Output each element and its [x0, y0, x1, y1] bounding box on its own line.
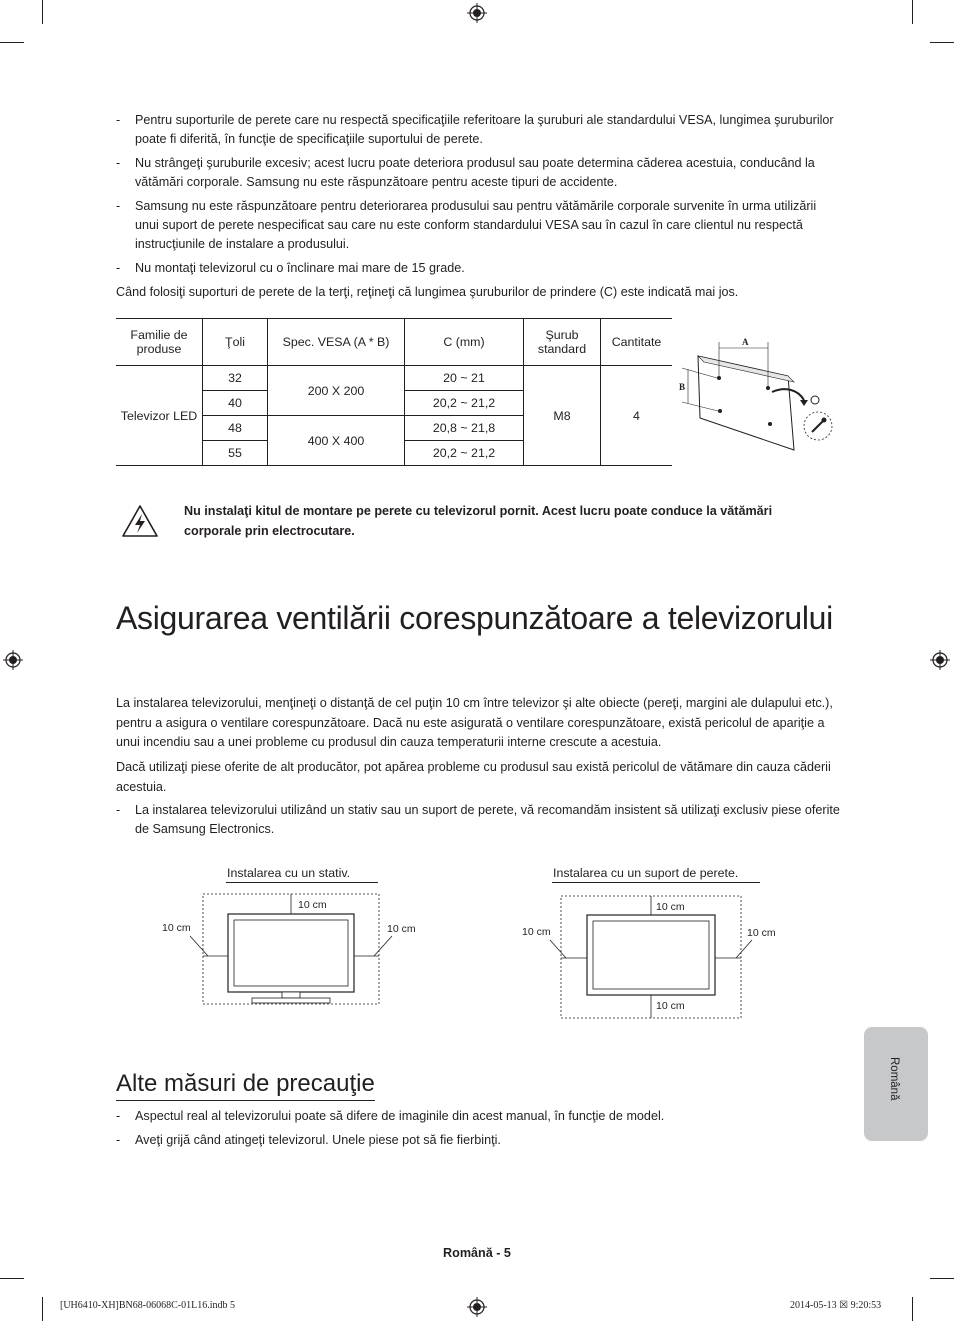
stand-figure-title: Instalarea cu un stativ. — [227, 866, 351, 880]
distance-label-top: 10 cm — [298, 899, 327, 911]
table-header: Ţoli — [203, 319, 268, 366]
vesa-mount-diagram — [676, 320, 836, 470]
crop-mark — [42, 1297, 43, 1321]
table-cell: 20 ~ 21 — [405, 366, 524, 391]
table-cell: 4 — [601, 366, 673, 466]
table-cell: 32 — [203, 366, 268, 391]
table-cell: 20,2 ~ 21,2 — [405, 441, 524, 466]
registration-mark-icon — [467, 1297, 487, 1317]
vesa-spec-table — [116, 318, 672, 466]
ventilation-paragraph: Dacă utilizaţi piese oferite de alt producător, pot apărea probleme cu produsul sau există pericolul de vătămare din cauza căderii acestuia. — [116, 760, 831, 794]
registration-mark-icon — [3, 650, 23, 670]
crop-mark — [930, 42, 954, 43]
wall-figure-title: Instalarea cu un suport de perete. — [553, 866, 739, 880]
table-cell: 400 X 400 — [268, 416, 405, 466]
distance-label-right: 10 cm — [747, 927, 776, 939]
language-tab-label: Română — [888, 1057, 900, 1101]
stand-ventilation-diagram — [160, 888, 420, 1010]
distance-label-bottom: 10 cm — [656, 1000, 685, 1012]
ventilation-paragraph: La instalarea televizorului, menţineţi o distanţă de cel puţin 10 cm între televizor şi alte obiecte (pereţi, margini ale dulapului etc.), pentru a asigura o ventilare corespunzătoare. Dacă nu este asigurată o ventilare corespunzătoare, există pericolul de apariţie a unui incendiu sau a unei probleme cu produsul din cauza temperaturii interne crescute a acestuia. — [116, 696, 833, 749]
crop-mark — [0, 42, 24, 43]
section-heading: Alte măsuri de precauţie — [116, 1069, 375, 1101]
language-tab — [864, 1027, 928, 1141]
table-cell: 20,2 ~ 21,2 — [405, 391, 524, 416]
table-cell: 55 — [203, 441, 268, 466]
distance-label-right: 10 cm — [387, 923, 416, 935]
list-item: - Aveţi grijă când atingeţi televizorul. Unele piese pot să fie fierbinţi. — [116, 1133, 501, 1147]
distance-label-left: 10 cm — [162, 922, 191, 934]
list-item: - Nu montaţi televizorul cu o înclinare mai mare de 15 grade. — [116, 261, 465, 275]
list-item: - Nu strângeţi şuruburile excesiv; acest lucru poate deteriora produsul sau poate determina căderea acestuia, conducând la vătămări corporale. Samsung nu este răspunzătoare pentru aceste tipuri de accidente. — [116, 156, 815, 189]
table-header: Familie de produse — [116, 319, 203, 366]
intro-note: Când folosiţi suporturi de perete de la terţi, reţineţi că lungimea şuruburilor de prindere (C) este indicată mai jos. — [116, 285, 739, 299]
crop-mark — [930, 1278, 954, 1279]
warning-text: Nu instalaţi kitul de montare pe perete cu televizorul pornit. Acest lucru poate conduce la vătămări corporale prin electrocutare. — [184, 504, 773, 538]
crop-mark — [42, 0, 43, 24]
registration-mark-icon — [930, 650, 950, 670]
table-cell: 40 — [203, 391, 268, 416]
dimension-label-a: A — [742, 337, 749, 347]
electric-shock-warning-icon — [121, 504, 159, 538]
table-header: Şurub standard — [524, 319, 601, 366]
crop-mark — [912, 1297, 913, 1321]
list-item: - Aspectul real al televizorului poate să difere de imaginile din acest manual, în funcţie de model. — [116, 1109, 665, 1123]
crop-mark — [0, 1278, 24, 1279]
table-row — [116, 366, 672, 391]
dimension-label-b: B — [679, 382, 686, 392]
print-slug-file: [UH6410-XH]BN68-06068C-01L16.indb 5 — [60, 1300, 235, 1311]
list-item: - Pentru suporturile de perete care nu respectă specificaţiile referitoare la şuruburi ale standardului VESA, lungimea şuruburilor poate fi diferită, în funcţie de specificaţiile suportului de perete. — [116, 113, 834, 146]
print-slug-date: 2014-05-13 ☒ 9:20:53 — [790, 1300, 882, 1311]
distance-label-top: 10 cm — [656, 901, 685, 913]
divider — [226, 882, 378, 883]
crop-mark — [912, 0, 913, 24]
table-header: Spec. VESA (A * B) — [268, 319, 405, 366]
list-item: - La instalarea televizorului utilizând un stativ sau un suport de perete, vă recomandăm insistent să utilizaţi exclusiv piese oferite de Samsung Electronics. — [116, 803, 840, 836]
divider — [552, 882, 760, 883]
table-header: Cantitate — [601, 319, 673, 366]
registration-mark-icon — [467, 3, 487, 23]
table-cell: 200 X 200 — [268, 366, 405, 416]
table-cell: Televizor LED — [116, 366, 203, 466]
wall-ventilation-diagram — [520, 892, 790, 1022]
table-cell: 48 — [203, 416, 268, 441]
distance-label-left: 10 cm — [522, 926, 551, 938]
table-cell: 20,8 ~ 21,8 — [405, 416, 524, 441]
page-number: Română - 5 — [443, 1246, 511, 1260]
page-title: Asigurarea ventilării corespunzătoare a televizorului — [116, 600, 833, 636]
list-item: - Samsung nu este răspunzătoare pentru deteriorarea produsului sau pentru vătămările corporale survenite în urma utilizării unui suport de perete nespecificat sau care nu este conform standardului VESA sau în cazul în care clientul nu respectă instrucţiunile de instalare a produsului. — [116, 199, 817, 251]
table-cell: M8 — [524, 366, 601, 466]
table-header: C (mm) — [405, 319, 524, 366]
